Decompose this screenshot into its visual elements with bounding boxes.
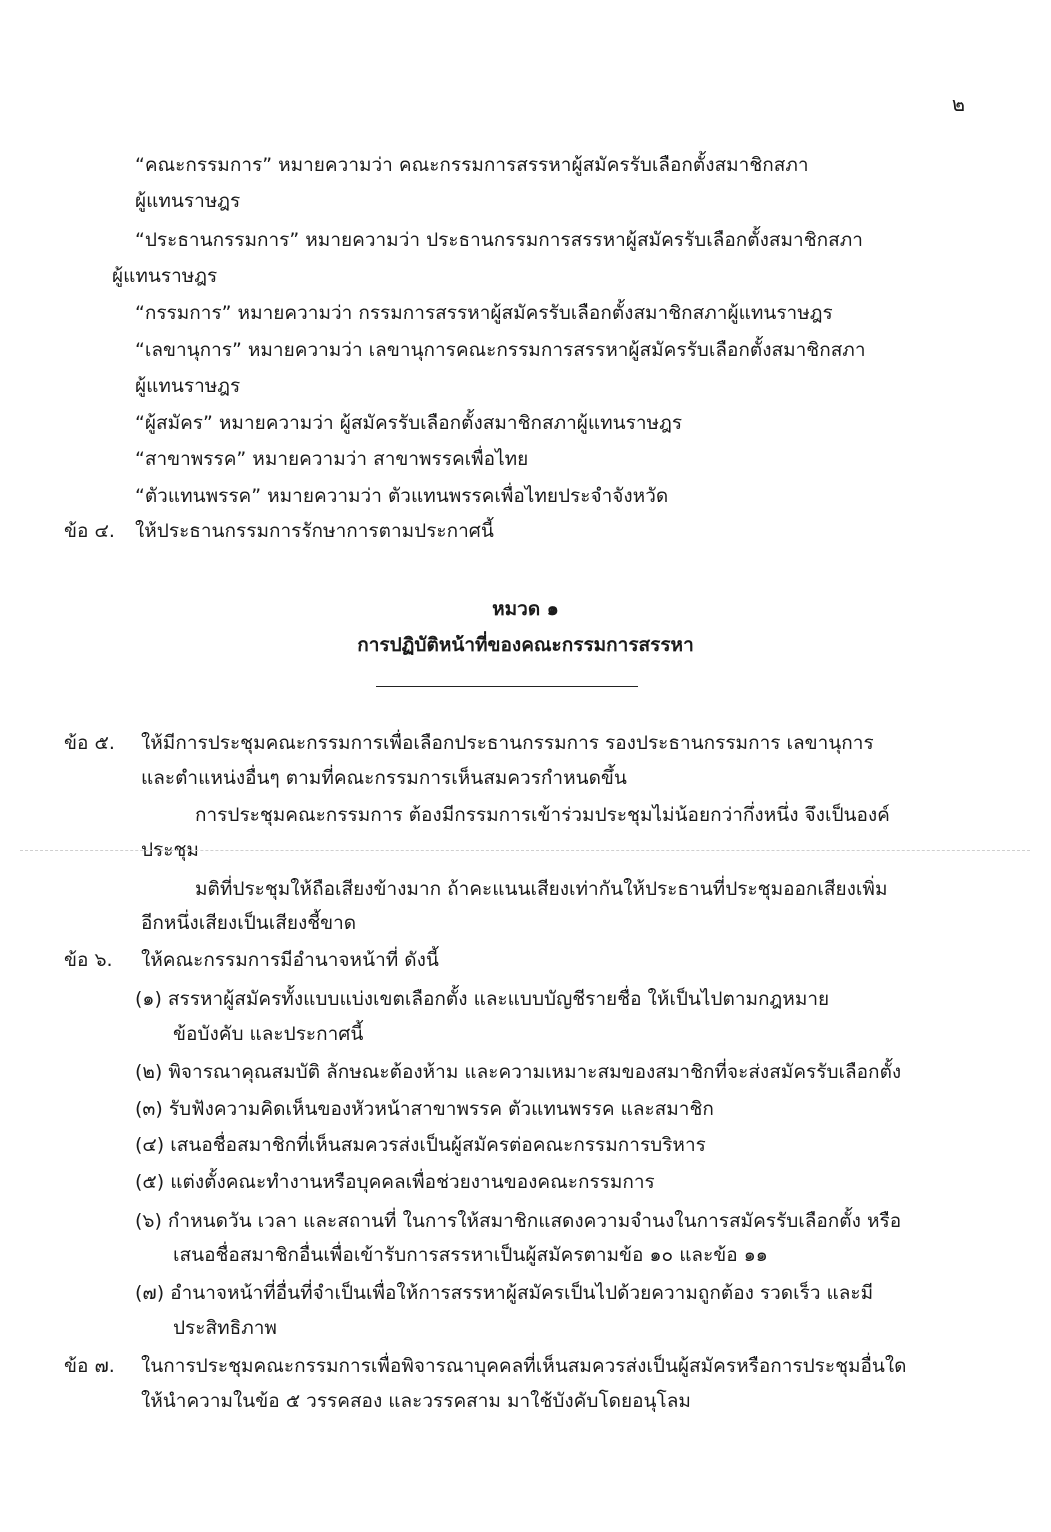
definition-member: “กรรมการ” หมายความว่า กรรมการสรรหาผู้สมัครรับเลือกตั้งสมาชิกสภาผู้แทนราษฎร — [135, 302, 833, 324]
clause-7-label: ข้อ ๗. — [64, 1355, 115, 1377]
clause-5-para3-line2: อีกหนึ่งเสียงเป็นเสียงชี้ขาด — [141, 912, 357, 934]
chapter-underline — [376, 686, 638, 687]
clause-6-item-5: (๕) แต่งตั้งคณะทำงานหรือบุคคลเพื่อช่วยงานของคณะกรรมการ — [135, 1171, 655, 1193]
definition-branch: “สาขาพรรค” หมายความว่า สาขาพรรคเพื่อไทย — [135, 448, 529, 470]
definition-chairman-cont: ผู้แทนราษฎร — [112, 265, 218, 287]
scan-artifact-line — [20, 850, 1030, 851]
definition-representative: “ตัวแทนพรรค” หมายความว่า ตัวแทนพรรคเพื่อไทยประจำจังหวัด — [135, 485, 669, 507]
definition-committee: “คณะกรรมการ” หมายความว่า คณะกรรมการสรรหาผู้สมัครรับเลือกตั้งสมาชิกสภา — [135, 154, 809, 176]
clause-6-item-1: (๑) สรรหาผู้สมัครทั้งแบบแบ่งเขตเลือกตั้ง และแบบบัญชีรายชื่อ ให้เป็นไปตามกฎหมาย — [135, 988, 830, 1010]
clause-6-item-4: (๔) เสนอชื่อสมาชิกที่เห็นสมควรส่งเป็นผู้สมัครต่อคณะกรรมการบริหาร — [135, 1134, 706, 1156]
clause-6-label: ข้อ ๖. — [64, 949, 113, 971]
page-number: ๒ — [951, 92, 965, 116]
clause-6-item-2: (๒) พิจารณาคุณสมบัติ ลักษณะต้องห้าม และความเหมาะสมของสมาชิกที่จะส่งสมัครรับเลือกตั้ง — [135, 1061, 902, 1083]
definition-committee-cont: ผู้แทนราษฎร — [135, 190, 241, 212]
definition-secretary: “เลขานุการ” หมายความว่า เลขานุการคณะกรรมการสรรหาผู้สมัครรับเลือกตั้งสมาชิกสภา — [135, 339, 866, 361]
clause-7-line2: ให้นำความในข้อ ๕ วรรคสอง และวรรคสาม มาใช้บังคับโดยอนุโลม — [141, 1390, 691, 1412]
clause-5-label: ข้อ ๕. — [64, 732, 115, 754]
clause-5-para3-line1: มติที่ประชุมให้ถือเสียงข้างมาก ถ้าคะแนนเสียงเท่ากันให้ประธานที่ประชุมออกเสียงเพิ่ม — [195, 878, 888, 900]
clause-5-line2: และตำแหน่งอื่นๆ ตามที่คณะกรรมการเห็นสมควรกำหนดขึ้น — [141, 767, 627, 789]
clause-7-line1: ในการประชุมคณะกรรมการเพื่อพิจารณาบุคคลที่เห็นสมควรส่งเป็นผู้สมัครหรือการประชุมอื่นใด — [141, 1355, 907, 1377]
clause-6-item-6-cont: เสนอชื่อสมาชิกอื่นเพื่อเข้ารับการสรรหาเป็นผู้สมัครตามข้อ ๑๐ และข้อ ๑๑ — [173, 1244, 768, 1266]
clause-4-label: ข้อ ๔. — [64, 520, 115, 542]
clause-6-item-3: (๓) รับฟังความคิดเห็นของหัวหน้าสาขาพรรค ตัวแทนพรรค และสมาชิก — [135, 1098, 714, 1120]
clause-5-para2-line1: การประชุมคณะกรรมการ ต้องมีกรรมการเข้าร่วมประชุมไม่น้อยกว่ากึ่งหนึ่ง จึงเป็นองค์ — [195, 804, 890, 826]
clause-5-para2-line2: ประชุม — [141, 839, 199, 861]
clause-6-intro: ให้คณะกรรมการมีอำนาจหน้าที่ ดังนี้ — [141, 949, 439, 971]
chapter-subtitle: การปฏิบัติหน้าที่ของคณะกรรมการสรรหา — [357, 634, 694, 656]
clause-4-text: ให้ประธานกรรมการรักษาการตามประกาศนี้ — [135, 520, 494, 542]
chapter-title: หมวด ๑ — [492, 598, 559, 620]
clause-5-line1: ให้มีการประชุมคณะกรรมการเพื่อเลือกประธานกรรมการ รองประธานกรรมการ เลขานุการ — [141, 732, 874, 754]
clause-6-item-6: (๖) กำหนดวัน เวลา และสถานที่ ในการให้สมาชิกแสดงความจำนงในการสมัครรับเลือกตั้ง หรือ — [135, 1210, 902, 1232]
definition-secretary-cont: ผู้แทนราษฎร — [135, 375, 241, 397]
clause-6-item-1-cont: ข้อบังคับ และประกาศนี้ — [173, 1023, 364, 1045]
definition-applicant: “ผู้สมัคร” หมายความว่า ผู้สมัครรับเลือกตั้งสมาชิกสภาผู้แทนราษฎร — [135, 412, 683, 434]
clause-6-item-7: (๗) อำนาจหน้าที่อื่นที่จำเป็นเพื่อให้การสรรหาผู้สมัครเป็นไปด้วยความถูกต้อง รวดเร็ว และมี — [135, 1282, 874, 1304]
definition-chairman: “ประธานกรรมการ” หมายความว่า ประธานกรรมการสรรหาผู้สมัครรับเลือกตั้งสมาชิกสภา — [135, 229, 863, 251]
clause-6-item-7-cont: ประสิทธิภาพ — [173, 1317, 277, 1339]
